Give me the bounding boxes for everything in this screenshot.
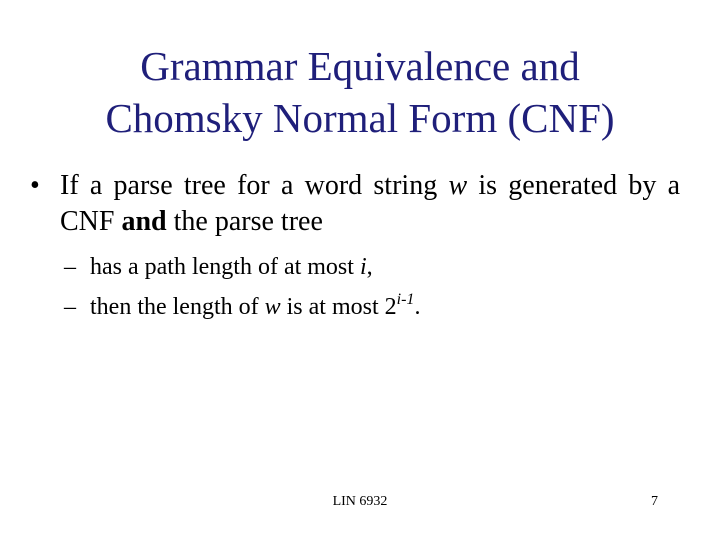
page-number: 7 <box>651 494 658 509</box>
sub-bullet-dash: – <box>64 294 76 320</box>
sub-bullet-2 <box>64 292 584 322</box>
variable-i: i <box>359 254 367 280</box>
sub-bullet-1 <box>64 252 584 282</box>
sub-bullet-text: , <box>366 254 373 280</box>
footer-course: LIN 6932 <box>332 494 388 509</box>
exponent: i-1 <box>396 291 415 308</box>
title-line-2: Chomsky Normal Form (CNF) <box>105 95 615 141</box>
bullet-text <box>60 168 680 240</box>
bold-and: and <box>121 206 167 237</box>
bullet-point <box>30 168 680 240</box>
bullet-text-part: the parse tree <box>166 206 323 237</box>
sub-bullet-dash: – <box>64 254 76 280</box>
bullet-marker: • <box>30 170 40 201</box>
sub-bullet-text: has a path length of at most <box>90 254 360 280</box>
bullet-text-part: If a parse tree for a word string <box>60 170 449 201</box>
sub-bullet-text: is at most 2 <box>280 294 397 320</box>
variable-w: w <box>448 170 468 201</box>
sub-bullet-text: then the length of <box>90 294 265 320</box>
sub-bullet-text: . <box>414 294 421 320</box>
variable-w: w <box>264 294 281 320</box>
title-line-1: Grammar Equivalence and <box>140 43 580 89</box>
slide-title <box>60 40 660 144</box>
bullet-text-part: is generated by a CNF <box>60 170 681 237</box>
